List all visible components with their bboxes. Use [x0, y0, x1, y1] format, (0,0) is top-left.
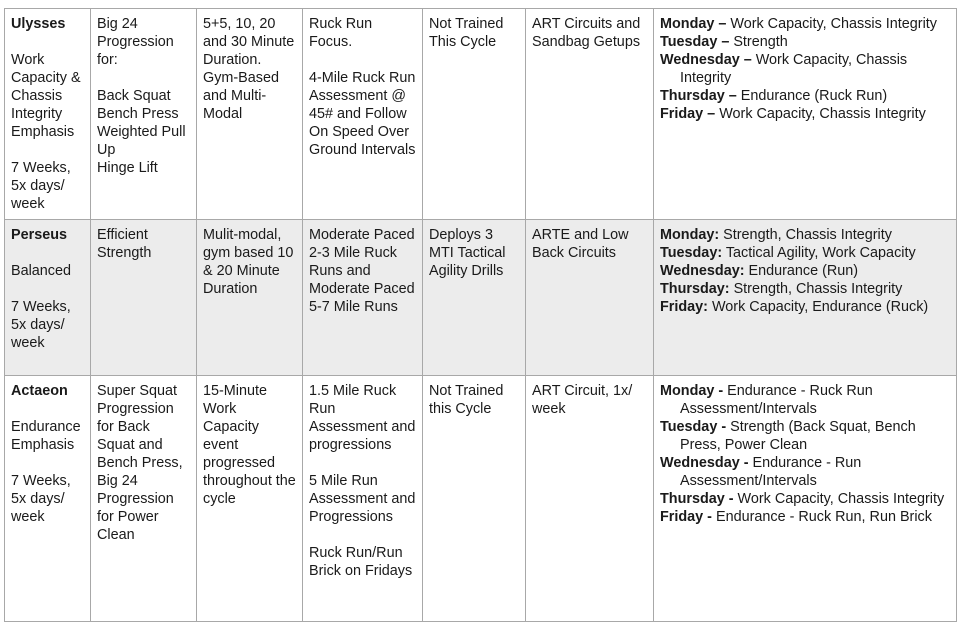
program-emphasis: Endurance Emphasis [11, 419, 81, 453]
schedule-day: Friday - [660, 509, 712, 525]
program-comparison-table [4, 8, 957, 622]
program-cell [5, 376, 91, 622]
program-emphasis: Work Capacity & Chassis Integrity Emphasis [11, 52, 81, 140]
table-row [5, 220, 957, 376]
schedule-line [660, 33, 950, 51]
program-duration: 7 Weeks, 5x days/ week [11, 299, 71, 351]
schedule-line [660, 15, 950, 33]
schedule-line [660, 105, 950, 123]
agility-cell [423, 376, 526, 622]
schedule-day: Monday – [660, 16, 727, 32]
strength-text: Efficient Strength [97, 227, 152, 261]
schedule-focus: Strength, Chassis Integrity [729, 281, 903, 297]
schedule-day: Monday - [660, 383, 724, 399]
chassis-cell [526, 220, 654, 376]
program-duration: 7 Weeks, 5x days/ week [11, 160, 71, 212]
schedule-focus: Work Capacity, Chassis Integrity [733, 491, 945, 507]
program-emphasis: Balanced [11, 263, 72, 279]
chassis-cell [526, 9, 654, 220]
endurance-cell [303, 220, 423, 376]
endurance-text: Moderate Paced 2-3 Mile Ruck Runs and Moderate Paced 5-7 Mile Runs [309, 227, 415, 315]
strength-text: Big 24 Progression for: Back Squat Bench Press Weighted Pull Up Hinge Lift [97, 16, 186, 176]
schedule-focus: Strength [729, 34, 788, 50]
schedule-line [660, 382, 950, 418]
schedule-line [660, 418, 950, 454]
table-row [5, 376, 957, 622]
schedule-cell [654, 220, 957, 376]
schedule-focus: Endurance - Ruck Run, Run Brick [711, 509, 932, 525]
agility-text: Not Trained this Cycle [429, 383, 504, 417]
program-cell [5, 220, 91, 376]
program-name: Ulysses [11, 16, 66, 32]
schedule-focus: Endurance (Run) [744, 263, 859, 279]
agility-cell [423, 220, 526, 376]
work-capacity-text: 15-Minute Work Capacity event progressed throughout the cycle [203, 383, 296, 507]
schedule-line [660, 490, 950, 508]
schedule-day: Thursday: [660, 281, 730, 297]
schedule-focus: Tactical Agility, Work Capacity [722, 245, 916, 261]
schedule-focus: Work Capacity, Endurance (Ruck) [707, 299, 929, 315]
agility-text: Deploys 3 MTI Tactical Agility Drills [429, 227, 506, 279]
schedule-day: Wednesday – [660, 52, 752, 68]
schedule-focus: Endurance (Ruck Run) [736, 88, 888, 104]
schedule-line [660, 51, 950, 87]
schedule-focus: Work Capacity, Chassis Integrity [726, 16, 937, 32]
schedule-day: Monday: [660, 227, 720, 243]
schedule-day: Friday – [660, 106, 716, 122]
schedule-line [660, 262, 950, 280]
schedule-line [660, 87, 950, 105]
program-duration: 7 Weeks, 5x days/ week [11, 473, 71, 525]
schedule-line [660, 244, 950, 262]
endurance-cell [303, 9, 423, 220]
work-capacity-cell [197, 376, 303, 622]
schedule-day: Tuesday – [660, 34, 730, 50]
schedule-line [660, 280, 950, 298]
schedule-day: Friday: [660, 299, 708, 315]
schedule-day: Wednesday - [660, 455, 749, 471]
strength-cell [91, 9, 197, 220]
table-row [5, 9, 957, 220]
work-capacity-text: Mulit-modal, gym based 10 & 20 Minute Duration [203, 227, 294, 297]
work-capacity-cell [197, 220, 303, 376]
schedule-focus: Work Capacity, Chassis Integrity [680, 52, 908, 86]
program-name: Perseus [11, 227, 68, 243]
strength-cell [91, 220, 197, 376]
chassis-text: ART Circuits and Sandbag Getups [532, 16, 641, 50]
schedule-focus: Endurance - Run Assessment/Intervals [680, 455, 862, 489]
schedule-focus: Strength, Chassis Integrity [719, 227, 892, 243]
schedule-line [660, 508, 950, 526]
work-capacity-text: 5+5, 10, 20 and 30 Minute Duration. Gym-Based and Multi-Modal [203, 16, 295, 122]
strength-cell [91, 376, 197, 622]
agility-cell [423, 9, 526, 220]
schedule-focus: Work Capacity, Chassis Integrity [715, 106, 926, 122]
agility-text: Not Trained This Cycle [429, 16, 504, 50]
chassis-text: ARTE and Low Back Circuits [532, 227, 629, 261]
schedule-cell [654, 376, 957, 622]
endurance-cell [303, 376, 423, 622]
endurance-text: 1.5 Mile Ruck Run Assessment and progressions 5 Mile Run Assessment and Progressions Ruck Run/Run Brick on Fridays [309, 383, 416, 579]
schedule-line [660, 226, 950, 244]
chassis-text: ART Circuit, 1x/ week [532, 383, 633, 417]
schedule-line [660, 298, 950, 316]
schedule-line [660, 454, 950, 490]
schedule-focus: Strength (Back Squat, Bench Press, Power Clean [680, 419, 916, 453]
strength-text: Super Squat Progression for Back Squat and Bench Press, Big 24 Progression for Power Clean [97, 383, 183, 543]
chassis-cell [526, 376, 654, 622]
program-name: Actaeon [11, 383, 68, 399]
work-capacity-cell [197, 9, 303, 220]
endurance-text: Ruck Run Focus. 4-Mile Ruck Run Assessment @ 45# and Follow On Speed Over Ground Intervals [309, 16, 416, 158]
schedule-day: Tuesday: [660, 245, 723, 261]
schedule-day: Tuesday - [660, 419, 727, 435]
schedule-focus: Endurance - Ruck Run Assessment/Intervals [680, 383, 873, 417]
schedule-day: Wednesday: [660, 263, 745, 279]
schedule-day: Thursday - [660, 491, 734, 507]
program-cell [5, 9, 91, 220]
schedule-day: Thursday – [660, 88, 737, 104]
schedule-cell [654, 9, 957, 220]
